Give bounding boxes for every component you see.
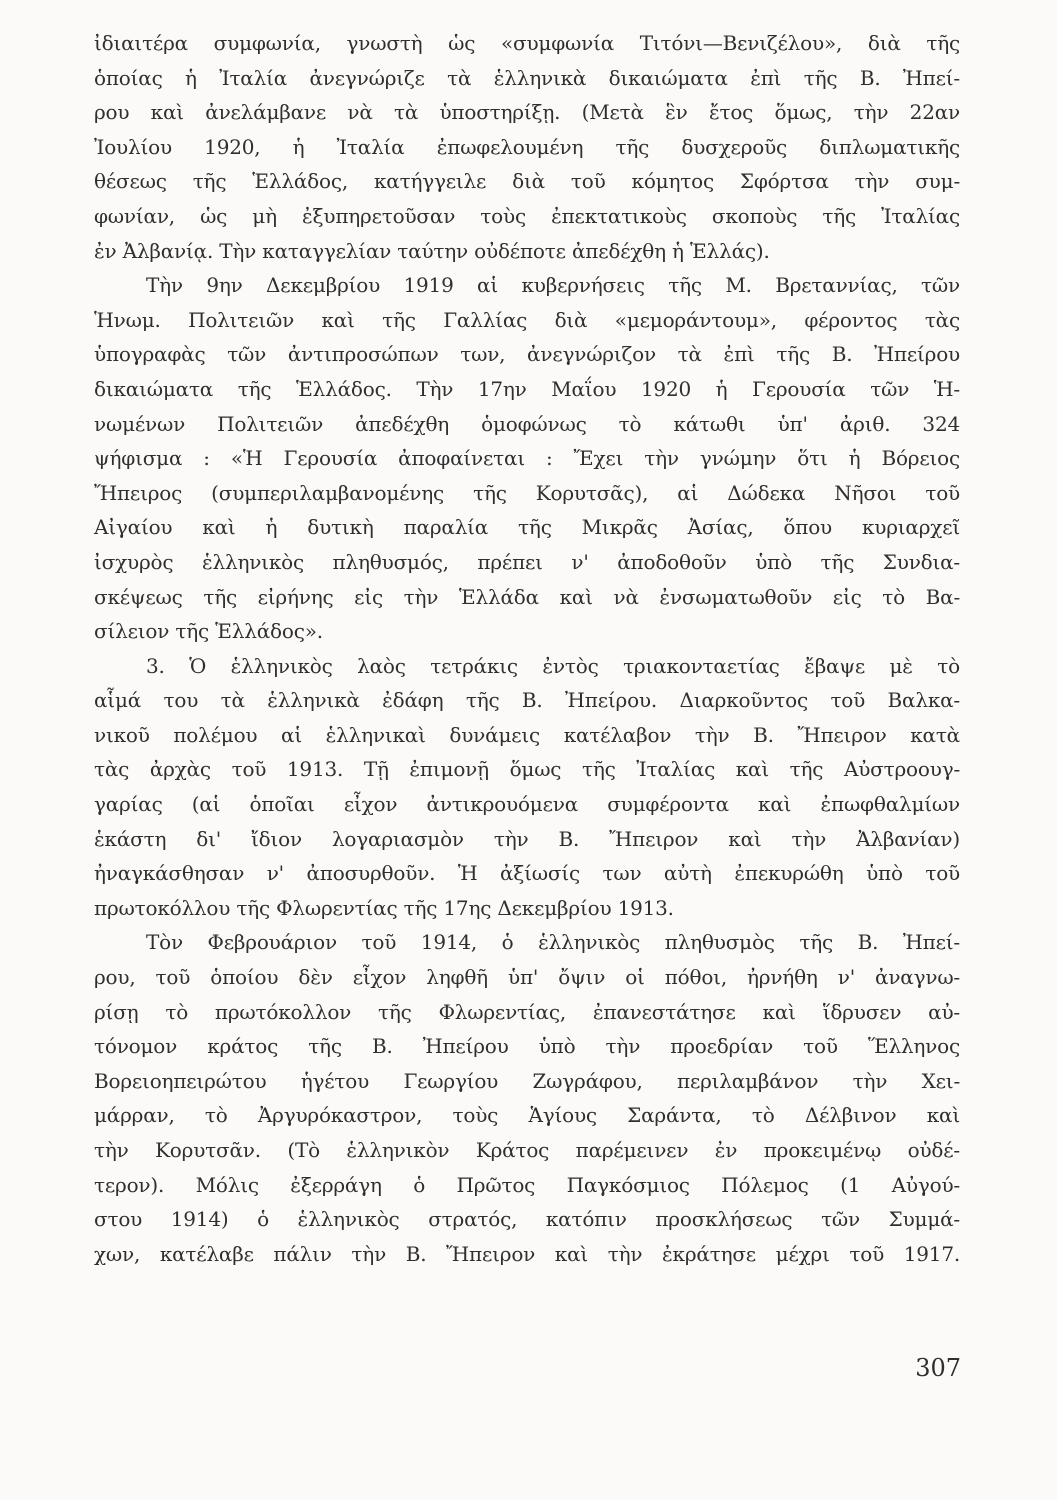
text-line: τερον). Μόλις ἐξερράγη ὁ Πρῶτος Παγκόσμιος Πόλεμος (1 Αὐγού- (94, 1172, 960, 1197)
text-line: ψήφισμα : «Ἡ Γερουσία ἀποφαίνεται : Ἔχει τὴν γνώμην ὅτι ἡ Βόρειος (94, 446, 960, 471)
text-line: ρου καὶ ἀνελάμβανε νὰ τὰ ὑποστηρίξῃ. (Μετὰ ἓν ἔτος ὅμως, τὴν 22αν (94, 100, 960, 125)
text-line: τόνομον κράτος τῆς Β. Ἠπείρου ὑπὸ τὴν προεδρίαν τοῦ Ἕλληνος (94, 1034, 960, 1059)
text-line: Τὴν 9ην Δεκεμβρίου 1919 αἱ κυβερνήσεις τῆς Μ. Βρεταννίας, τῶν (146, 273, 960, 298)
text-line: Βορειοηπειρώτου ἡγέτου Γεωργίου Ζωγράφου, περιλαμβάνον τὴν Χει- (94, 1068, 960, 1093)
text-line: Ἰουλίου 1920, ἡ Ἰταλία ἐπωφελουμένη τῆς δυσχεροῦς διπλωματικῆς (94, 134, 960, 159)
text-line: ἰσχυρὸς ἑλληνικὸς πληθυσμός, πρέπει ν' ἀποδοθοῦν ὑπὸ τῆς Συνδια- (94, 549, 960, 574)
text-line: Αἰγαίου καὶ ἡ δυτικὴ παραλία τῆς Μικρᾶς Ἀσίας, ὅπου κυριαρχεῖ (94, 515, 960, 540)
text-line: 3. Ὁ ἑλληνικὸς λαὸς τετράκις ἐντὸς τριακονταετίας ἔβαψε μὲ τὸ (146, 653, 960, 678)
paragraph-1 (94, 26, 960, 268)
text-line: ὁποίας ἡ Ἰταλία ἀνεγνώριζε τὰ ἑλληνικὰ δικαιώματα ἐπὶ τῆς Β. Ἠπεί- (94, 65, 960, 90)
text-line: ἐν Ἀλβανίᾳ. Τὴν καταγγελίαν ταύτην οὐδέποτε ἀπεδέχθη ἡ Ἑλλάς). (94, 238, 770, 263)
text-line: ἑκάστη δι' ἴδιον λογαριασμὸν τὴν Β. Ἤπειρον καὶ τὴν Ἀλβανίαν) (94, 826, 960, 851)
text-line: σκέψεως τῆς εἰρήνης εἰς τὴν Ἑλλάδα καὶ νὰ ἐνσωματωθοῦν εἰς τὸ Βα- (94, 584, 960, 609)
paragraph-2 (94, 268, 960, 649)
text-line: ἰδιαιτέρα συμφωνία, γνωστὴ ὡς «συμφωνία Τιτόνι—Βενιζέλου», διὰ τῆς (94, 31, 960, 55)
text-line: θέσεως τῆς Ἑλλάδος, κατήγγειλε διὰ τοῦ κόμητος Σφόρτσα τὴν συμ- (94, 169, 960, 194)
text-line: σίλειον τῆς Ἑλλάδος». (94, 619, 323, 644)
text-line: ρου, τοῦ ὁποίου δὲν εἶχον ληφθῆ ὑπ' ὄψιν οἱ πόθοι, ἠρνήθη ν' ἀναγνω- (94, 965, 960, 990)
text-line: τὰς ἀρχὰς τοῦ 1913. Τῇ ἐπιμονῇ ὅμως τῆς Ἰταλίας καὶ τῆς Αὐστροουγ- (94, 757, 960, 782)
paragraph-4 (94, 925, 960, 1271)
text-line: Ἡνωμ. Πολιτειῶν καὶ τῆς Γαλλίας διὰ «μεμοράντουμ», φέροντος τὰς (94, 307, 960, 332)
page-number: 307 (915, 1354, 961, 1382)
paragraph-3 (94, 649, 960, 926)
text-line: χων, κατέλαβε πάλιν τὴν Β. Ἤπειρον καὶ τὴν ἐκράτησε μέχρι τοῦ 1917. (94, 1241, 960, 1266)
text-line: νικοῦ πολέμου αἱ ἑλληνικαὶ δυνάμεις κατέλαβον τὴν Β. Ἤπειρον κατὰ (94, 722, 960, 747)
text-line: αἷμά του τὰ ἑλληνικὰ ἐδάφη τῆς Β. Ἠπείρου. Διαρκοῦντος τοῦ Βαλκα- (94, 688, 960, 713)
text-line: νωμένων Πολιτειῶν ἀπεδέχθη ὁμοφώνως τὸ κάτωθι ὑπ' ἀριθ. 324 (94, 411, 960, 436)
text-line: μάρραν, τὸ Ἀργυρόκαστρον, τοὺς Ἁγίους Σαράντα, τὸ Δέλβινον καὶ (94, 1103, 960, 1128)
text-line: ὑπογραφὰς τῶν ἀντιπροσώπων των, ἀνεγνώριζον τὰ ἐπὶ τῆς Β. Ἠπείρου (94, 342, 960, 367)
text-line: πρωτοκόλλου τῆς Φλωρεντίας τῆς 17ης Δεκεμβρίου 1913. (94, 895, 674, 920)
text-line: γαρίας (αἱ ὁποῖαι εἶχον ἀντικρουόμενα συμφέροντα καὶ ἐπωφθαλμίων (94, 792, 960, 817)
body-text (94, 26, 960, 1271)
text-line: Τὸν Φεβρουάριον τοῦ 1914, ὁ ἑλληνικὸς πληθυσμὸς τῆς Β. Ἠπεί- (146, 930, 960, 955)
text-line: φωνίαν, ὡς μὴ ἐξυπηρετοῦσαν τοὺς ἐπεκτατικοὺς σκοποὺς τῆς Ἰταλίας (94, 203, 960, 228)
text-line: δικαιώματα τῆς Ἑλλάδος. Τὴν 17ην Μαΐου 1920 ἡ Γερουσία τῶν Ἡ- (94, 376, 960, 401)
text-line: Ἤπειρος (συμπεριλαμβανομένης τῆς Κορυτσᾶς), αἱ Δώδεκα Νῆσοι τοῦ (94, 480, 960, 505)
text-line: ρίσῃ τὸ πρωτόκολλον τῆς Φλωρεντίας, ἐπανεστάτησε καὶ ἵδρυσεν αὐ- (94, 999, 960, 1024)
text-line: τὴν Κορυτσᾶν. (Τὸ ἑλληνικὸν Κράτος παρέμεινεν ἐν προκειμένῳ οὐδέ- (94, 1138, 960, 1162)
text-line: στου 1914) ὁ ἑλληνικὸς στρατός, κατόπιν προσκλήσεως τῶν Συμμά- (94, 1207, 960, 1232)
text-line: ἠναγκάσθησαν ν' ἀποσυρθοῦν. Ἡ ἀξίωσίς των αὐτὴ ἐπεκυρώθη ὑπὸ τοῦ (94, 861, 960, 886)
